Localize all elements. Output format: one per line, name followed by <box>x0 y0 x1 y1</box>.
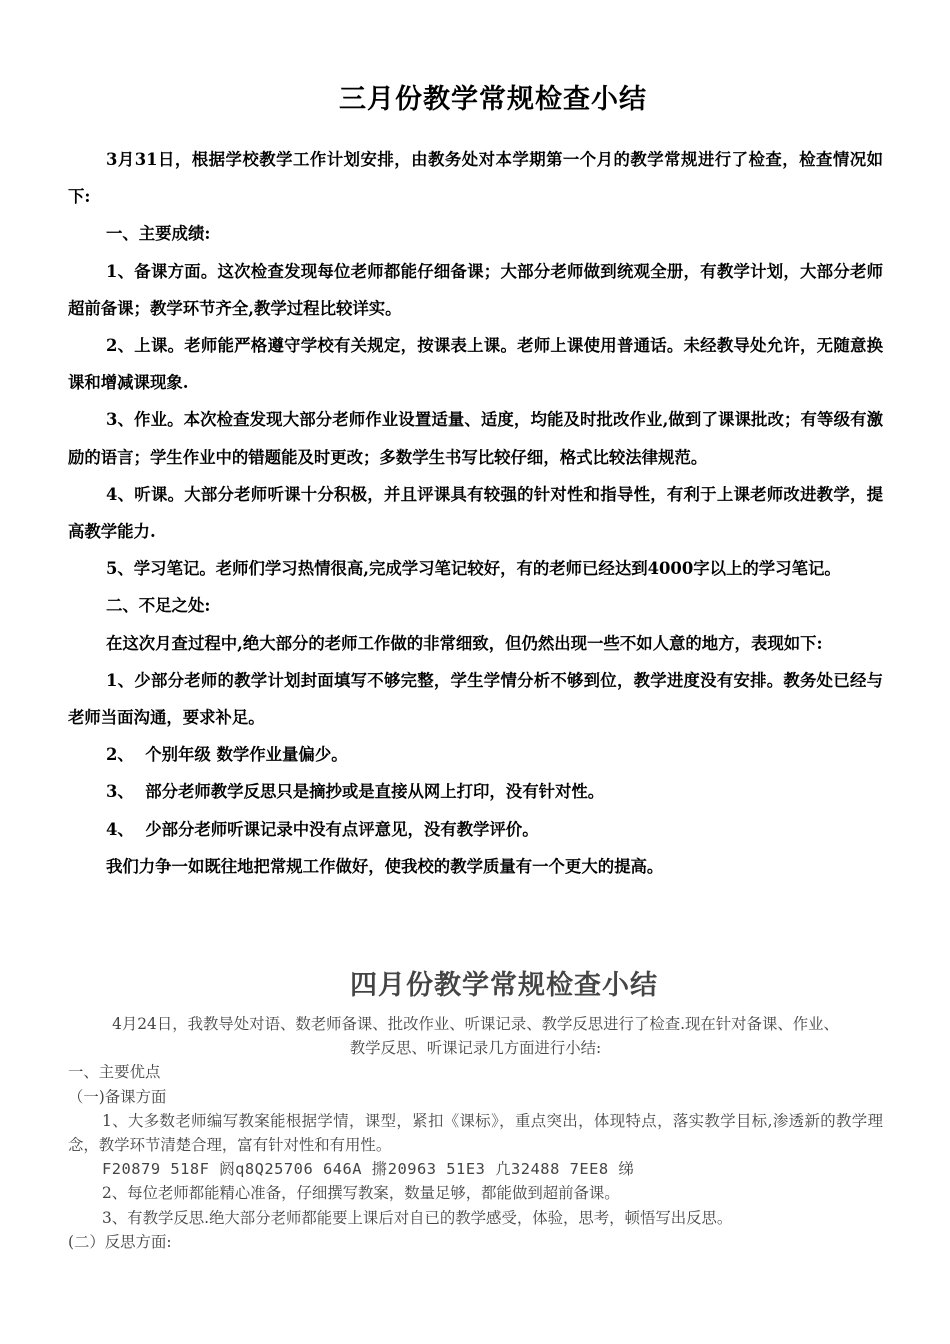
april-title: 四月份教学常规检查小结 <box>350 970 658 1001</box>
april-item-2: 2、每位老师都能精心准备，仔细撰写教案，数量足够，都能做到超前备课。 <box>102 1184 620 1203</box>
march-item-notes: 5、学习笔记。老师们学习热情很高,完成学习笔记较好，有的老师已经达到4000字以上的学习笔记。 <box>106 559 841 579</box>
april-item-3: 3、有教学反思.绝大部分老师都能要上课后对自已的教学感受，体验，思考，顿悟写出反思。 <box>102 1208 733 1227</box>
march-closing: 我们力争一如既往地把常规工作做好，使我校的教学质量有一个更大的提高。 <box>106 856 664 876</box>
march-heading-shortfalls: 二、不足之处: <box>106 596 211 616</box>
april-section <box>68 1012 883 1254</box>
march-item-homework: 3、作业。本次检查发现大部分老师作业设置适量、适度，均能及时批改作业,做到了课课批改；有等级有激励的语言；学生作业中的错题能及时更改；多数学生书写比较仔细，格式比较法律规范。 <box>68 410 883 467</box>
march-item-observation: 4、听课。大部分老师听课十分积极，并且评课具有较强的针对性和指导性，有利于上课老师改进教学，提高教学能力. <box>68 484 883 542</box>
april-heading-strengths: 一、主要优点 <box>68 1063 161 1082</box>
march-shortfall-3: 3、 部分老师教学反思只是摘抄或是直接从网上打印，没有针对性。 <box>106 782 605 802</box>
march-section <box>68 141 883 885</box>
march-item-lesson-prep: 1、备课方面。这次检查发现每位老师都能仔细备课；大部分老师做到统观全册，有教学计划，大部分老师超前备课；教学环节齐全,教学过程比较详实。 <box>68 261 883 318</box>
march-intro: 3月31日，根据学校教学工作计划安排，由教务处对本学期第一个月的教学常规进行了检查，检查情况如下: <box>68 150 883 207</box>
march-shortfall-intro: 在这次月查过程中,绝大部分的老师工作做的非常细致，但仍然出现一些不如人意的地方，表现如下: <box>106 633 823 653</box>
march-shortfall-1: 1、少部分老师的教学计划封面填写不够完整，学生学情分析不够到位，教学进度没有安排。教务处已经与老师当面沟通，要求补足。 <box>68 670 883 728</box>
april-sub-lesson-prep: （一)备课方面 <box>68 1087 167 1106</box>
march-heading-achievements: 一、主要成绩: <box>106 224 211 244</box>
march-shortfall-4: 4、 少部分老师听课记录中没有点评意见，没有教学评价。 <box>106 819 539 839</box>
march-shortfall-2: 2、 个别年级 数学作业量偏少。 <box>106 745 348 765</box>
april-intro: 4月24日，我教导处对语、数老师备课、批改作业、听课记录、教学反思进行了检查.现在针对备课、作业、教学反思、听课记录几方面进行小结: <box>112 1015 839 1058</box>
april-item-1: 1、大多数老师编写教案能根据学情，课型，紧扣《课标》，重点突出，体现特点，落实教学目标,渗透新的教学理念，教学环节清楚合理，富有针对性和有用性。 <box>68 1111 883 1155</box>
march-title: 三月份教学常规检查小结 <box>339 84 647 115</box>
april-code-line: F20879 518F 阏q8Q25706 646A 摪20963 51E3 凣32488 7EE8 绨 <box>102 1160 635 1179</box>
april-sub-reflection: (二）反思方面: <box>68 1232 172 1251</box>
march-item-class: 2、上课。老师能严格遵守学校有关规定，按课表上课。老师上课使用普通话。未经教导处允许，无随意换课和增减课现象. <box>68 336 883 393</box>
